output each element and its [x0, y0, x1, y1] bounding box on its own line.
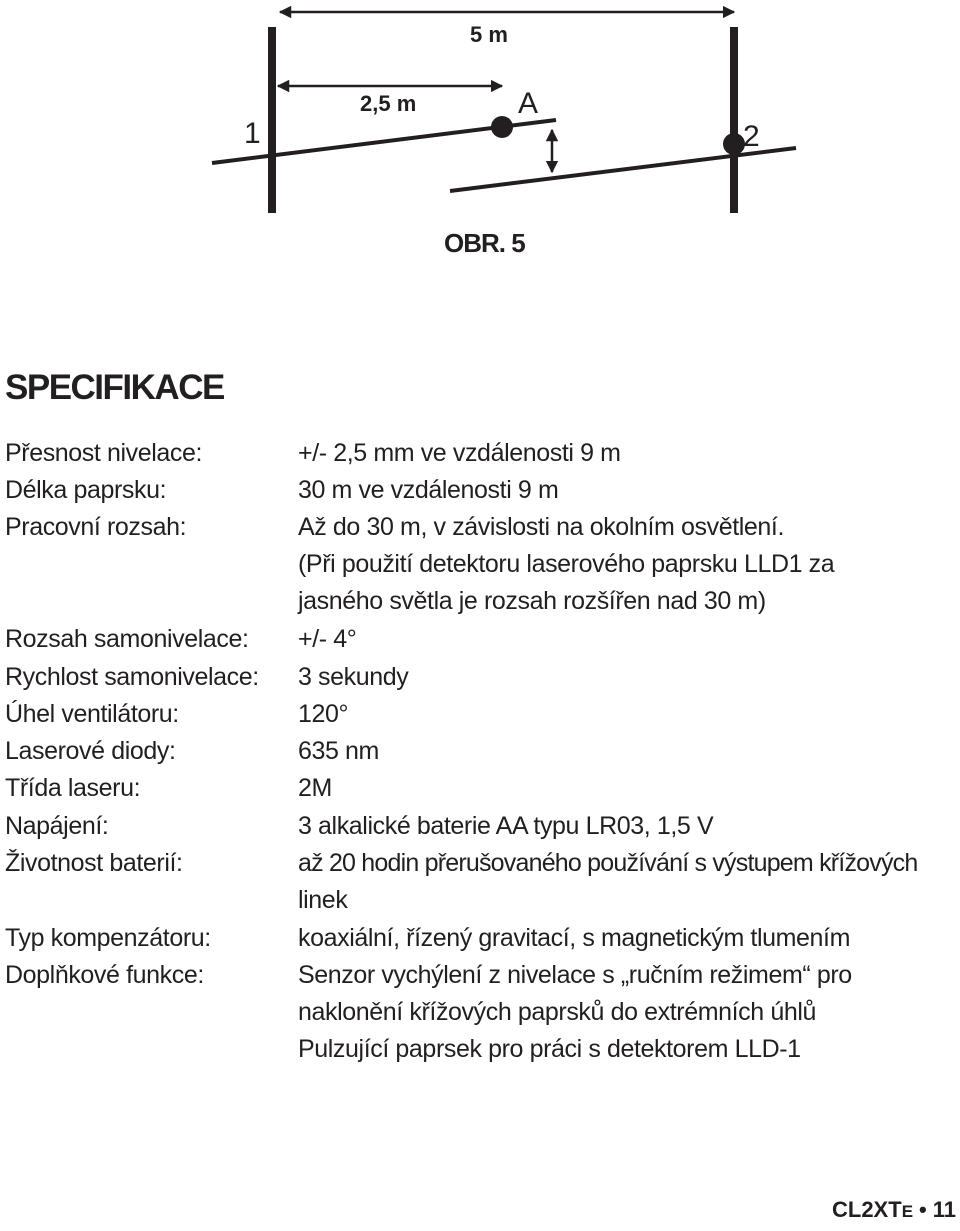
spec-label: Napájení:: [5, 812, 109, 840]
spec-value-line: jasného světla je rozsah rozšířen nad 30 m): [298, 587, 766, 615]
spec-value: [298, 957, 960, 1068]
spec-value-line: Až do 30 m, v závislosti na okolním osvětlení.: [298, 513, 784, 541]
spec-value: [298, 808, 960, 845]
spec-value: [298, 472, 960, 509]
spec-row: [0, 509, 960, 615]
spec-value: [298, 696, 960, 733]
spec-label: Délka paprsku:: [5, 476, 167, 504]
page-number: 11: [932, 1197, 956, 1222]
dimension-2-5m-label: 2,5 m: [360, 91, 417, 116]
spec-value-line: 3 alkalické baterie AA typu LR03, 1,5 V: [298, 812, 714, 840]
spec-row: [0, 770, 960, 807]
point-2-dot: [723, 133, 745, 155]
post-2-label: 2: [743, 120, 760, 153]
spec-label: Doplňkové funkce:: [5, 961, 204, 989]
spec-value-line: +/- 4°: [298, 625, 357, 653]
spec-value: [298, 659, 960, 696]
spec-value: [298, 845, 960, 919]
spec-value-line: (Při použití detektoru laserového paprsku LLD1 za: [298, 550, 835, 578]
spec-value-line: 30 m ve vzdálenosti 9 m: [298, 476, 559, 504]
spec-value: [298, 770, 960, 807]
spec-row: [0, 621, 960, 658]
laser-level-diagram: [0, 0, 960, 270]
spec-value-line: Pulzující paprsek pro práci s detektorem LLD-1: [298, 1035, 801, 1063]
spec-row: [0, 472, 960, 509]
spec-row: [0, 659, 960, 696]
spec-row: [0, 920, 960, 957]
footer-separator: •: [919, 1197, 927, 1222]
spec-label: Pracovní rozsah:: [5, 513, 187, 541]
spec-label: Přesnost nivelace:: [5, 439, 203, 467]
page-footer: [832, 1197, 956, 1225]
spec-value: [298, 435, 960, 472]
spec-value-line: koaxiální, řízený gravitací, s magnetickým tlumením: [298, 924, 851, 952]
post-1-label: 1: [244, 117, 261, 150]
spec-value-line: 635 nm: [298, 737, 379, 765]
spec-row: [0, 808, 960, 845]
dimension-5m-label: 5 m: [470, 22, 508, 47]
spec-row: [0, 845, 960, 914]
spec-value: [298, 920, 960, 957]
spec-value: [298, 509, 960, 620]
section-title: SPECIFIKACE: [5, 368, 224, 407]
spec-row: [0, 733, 960, 770]
laser-line-lower: [450, 148, 796, 191]
spec-row: [0, 696, 960, 733]
spec-label: Životnost baterií:: [5, 849, 183, 877]
spec-row: [0, 435, 960, 472]
figure-caption: OBR. 5: [444, 228, 525, 258]
spec-value-line: +/- 2,5 mm ve vzdálenosti 9 m: [298, 439, 621, 467]
spec-row: [0, 957, 960, 1063]
spec-value-line: 3 sekundy: [298, 663, 409, 691]
footer-model: CL2XT: [832, 1197, 902, 1222]
spec-value-line: 120°: [298, 700, 349, 728]
spec-label: Úhel ventilátoru:: [5, 700, 179, 728]
spec-label: Rozsah samonivelace:: [5, 625, 249, 653]
spec-label: Třída laseru:: [5, 774, 141, 802]
point-a-dot: [491, 116, 513, 138]
spec-value-line: linek: [298, 886, 348, 914]
spec-value-line: 2M: [298, 774, 332, 802]
spec-label: Laserové diody:: [5, 737, 176, 765]
spec-value-line: Senzor vychýlení z nivelace s „ručním režimem“ pro: [298, 961, 852, 989]
spec-label: Typ kompenzátoru:: [5, 924, 211, 952]
spec-value-line: naklonění křížových paprsků do extrémních úhlů: [298, 998, 817, 1026]
spec-value: [298, 621, 960, 658]
point-a-label: A: [518, 87, 539, 120]
footer-model-suffix: E: [901, 1202, 914, 1221]
spec-value-line: až 20 hodin přerušovaného používání s výstupem křížových: [298, 849, 918, 877]
spec-label: Rychlost samonivelace:: [5, 663, 259, 691]
spec-value: [298, 733, 960, 770]
